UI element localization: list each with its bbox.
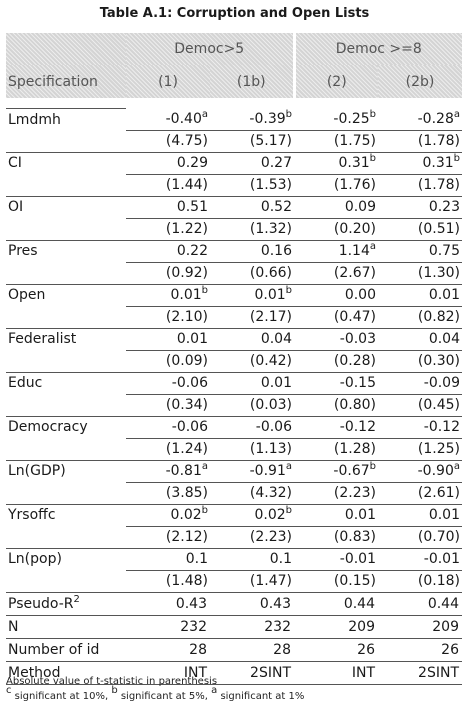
summary-row — [6, 615, 462, 638]
summary-row — [6, 592, 462, 615]
coefficient-value: 0.00 — [344, 287, 376, 303]
blank-label-cell — [6, 394, 126, 416]
column-header: (1) — [126, 65, 210, 98]
coefficient-value: 0.22 — [176, 243, 208, 259]
tstat-cell: (0.66) — [210, 262, 294, 284]
tstat-cell: (1.75) — [294, 130, 378, 152]
variable-label: Yrsoffc — [6, 504, 126, 526]
tstat-cell: (2.12) — [126, 526, 210, 548]
significance-marker: a — [453, 461, 460, 472]
coefficient-cell — [294, 152, 378, 174]
variable-label: OI — [6, 196, 126, 218]
tstat-cell: (0.82) — [378, 306, 462, 328]
coefficient-cell — [126, 284, 210, 306]
coefficient-value: -0.01 — [423, 551, 460, 567]
coefficient-cell — [126, 328, 210, 350]
tstat-row — [6, 394, 462, 416]
coefficient-row — [6, 284, 462, 306]
table-title: Table A.1: Corruption and Open Lists — [99, 6, 370, 21]
significance-marker: a — [201, 109, 208, 120]
coefficient-cell — [378, 504, 462, 526]
summary-label — [6, 592, 126, 615]
coefficient-value: 0.1 — [269, 551, 292, 567]
coefficient-value: 0.01 — [260, 375, 292, 391]
coefficient-cell — [294, 196, 378, 218]
coefficient-cell — [294, 372, 378, 394]
coefficient-cell — [210, 416, 294, 438]
coefficient-cell — [210, 152, 294, 174]
significance-marker: b — [111, 685, 118, 696]
tstat-cell: (0.70) — [378, 526, 462, 548]
coefficient-cell — [378, 109, 462, 131]
significance-text: significant at 5%, — [117, 691, 212, 702]
tstat-cell: (0.42) — [210, 350, 294, 372]
coefficient-cell — [126, 504, 210, 526]
specification-header: Specification — [6, 65, 126, 98]
coefficient-cell — [378, 372, 462, 394]
coefficient-cell — [378, 328, 462, 350]
summary-value: 28 — [126, 638, 210, 661]
coefficient-value: -0.91 — [249, 463, 286, 479]
coefficient-cell — [210, 240, 294, 262]
coefficient-value: -0.03 — [339, 331, 376, 347]
coefficient-cell — [126, 416, 210, 438]
coefficient-cell — [210, 284, 294, 306]
table-body — [6, 109, 462, 685]
coefficient-value: -0.06 — [255, 419, 292, 435]
tstat-cell: (1.30) — [378, 262, 462, 284]
significance-marker: b — [201, 285, 208, 296]
regression-table — [6, 33, 462, 685]
coefficient-cell — [210, 372, 294, 394]
note-tstat: Absolute value of t-statistic in parenthesis — [6, 676, 218, 687]
coefficient-cell — [210, 328, 294, 350]
coefficient-value: 0.51 — [176, 199, 208, 215]
coefficient-cell — [210, 504, 294, 526]
coefficient-value: -0.67 — [333, 463, 370, 479]
significance-marker: a — [369, 241, 376, 252]
column-header: (2b) — [378, 65, 462, 98]
tstat-row — [6, 570, 462, 592]
tstat-cell: (0.45) — [378, 394, 462, 416]
coefficient-cell — [378, 240, 462, 262]
blank-label-cell — [6, 218, 126, 240]
summary-value: 232 — [210, 615, 294, 638]
summary-value: INT — [126, 661, 210, 684]
coefficient-value: 0.52 — [260, 199, 292, 215]
column-header: (2) — [294, 65, 378, 98]
coefficient-row — [6, 416, 462, 438]
tstat-cell: (1.28) — [294, 438, 378, 460]
coefficient-value: -0.25 — [333, 111, 370, 127]
significance-marker: a — [201, 461, 208, 472]
tstat-cell: (4.32) — [210, 482, 294, 504]
blank-label-cell — [6, 482, 126, 504]
tstat-cell: (0.30) — [378, 350, 462, 372]
summary-label-text: Pseudo-R — [8, 595, 74, 612]
variable-label: Democracy — [6, 416, 126, 438]
coefficient-cell — [294, 109, 378, 131]
significance-marker: b — [369, 153, 376, 164]
coefficient-cell — [378, 284, 462, 306]
significance-marker: a — [285, 461, 292, 472]
significance-marker: b — [201, 505, 208, 516]
summary-value: 28 — [210, 638, 294, 661]
summary-label — [6, 615, 126, 638]
tstat-cell: (5.17) — [210, 130, 294, 152]
coefficient-value: 0.01 — [254, 287, 286, 303]
coefficient-value: 0.75 — [428, 243, 460, 259]
blank-label-cell — [6, 174, 126, 196]
header-column-row — [6, 65, 462, 98]
coefficient-cell — [378, 152, 462, 174]
coefficient-row — [6, 240, 462, 262]
summary-label — [6, 638, 126, 661]
tstat-row — [6, 174, 462, 196]
tstat-row — [6, 350, 462, 372]
blank-label-cell — [6, 438, 126, 460]
variable-label: Ln(pop) — [6, 548, 126, 570]
tstat-cell: (1.78) — [378, 174, 462, 196]
coefficient-row — [6, 328, 462, 350]
coefficient-value: 0.09 — [344, 199, 376, 215]
summary-value: 2SINT — [378, 661, 462, 684]
significance-marker: b — [369, 109, 376, 120]
coefficient-value: -0.12 — [423, 419, 460, 435]
coefficient-cell — [378, 460, 462, 482]
coefficient-value: 0.01 — [344, 507, 376, 523]
coefficient-value: -0.81 — [165, 463, 202, 479]
group-header-democ-5: Democ>5 — [126, 33, 294, 65]
coefficient-value: -0.15 — [339, 375, 376, 391]
header-blank-cell — [6, 33, 126, 65]
coefficient-value: -0.06 — [171, 419, 208, 435]
coefficient-value: -0.01 — [339, 551, 376, 567]
significance-marker: b — [285, 109, 292, 120]
tstat-row — [6, 482, 462, 504]
tstat-cell: (0.18) — [378, 570, 462, 592]
coefficient-value: 0.16 — [260, 243, 292, 259]
tstat-cell: (1.24) — [126, 438, 210, 460]
coefficient-cell — [294, 416, 378, 438]
coefficient-cell — [210, 196, 294, 218]
summary-value: 0.44 — [378, 592, 462, 615]
coefficient-cell — [378, 196, 462, 218]
tstat-cell: (2.17) — [210, 306, 294, 328]
coefficient-value: -0.90 — [417, 463, 454, 479]
tstat-cell: (4.75) — [126, 130, 210, 152]
summary-value: 209 — [378, 615, 462, 638]
variable-label: CI — [6, 152, 126, 174]
coefficient-row — [6, 152, 462, 174]
tstat-cell: (0.80) — [294, 394, 378, 416]
summary-value: 232 — [126, 615, 210, 638]
summary-row — [6, 638, 462, 661]
coefficient-value: 0.02 — [170, 507, 202, 523]
tstat-cell: (0.83) — [294, 526, 378, 548]
header-group-row — [6, 33, 462, 65]
tstat-cell: (0.92) — [126, 262, 210, 284]
coefficient-cell — [210, 460, 294, 482]
coefficient-value: 0.04 — [260, 331, 292, 347]
coefficient-value: -0.40 — [165, 111, 202, 127]
variable-label: Lmdmh — [6, 109, 126, 131]
significance-marker: b — [285, 505, 292, 516]
column-header: (1b) — [210, 65, 294, 98]
tstat-cell: (2.23) — [210, 526, 294, 548]
coefficient-value: -0.12 — [339, 419, 376, 435]
coefficient-value: 0.01 — [170, 287, 202, 303]
coefficient-value: 0.31 — [422, 155, 454, 171]
coefficient-cell — [126, 196, 210, 218]
significance-marker: a — [453, 109, 460, 120]
coefficient-cell — [126, 372, 210, 394]
coefficient-cell — [378, 416, 462, 438]
coefficient-cell — [126, 548, 210, 570]
summary-value: 26 — [294, 638, 378, 661]
tstat-cell: (1.78) — [378, 130, 462, 152]
coefficient-cell — [210, 548, 294, 570]
summary-value: 0.44 — [294, 592, 378, 615]
tstat-cell: (1.48) — [126, 570, 210, 592]
significance-marker: b — [285, 285, 292, 296]
tstat-cell: (0.51) — [378, 218, 462, 240]
coefficient-row — [6, 372, 462, 394]
variable-label: Educ — [6, 372, 126, 394]
tstat-cell: (0.20) — [294, 218, 378, 240]
coefficient-cell — [294, 240, 378, 262]
tstat-row — [6, 130, 462, 152]
tstat-cell: (1.32) — [210, 218, 294, 240]
tstat-cell: (1.76) — [294, 174, 378, 196]
coefficient-value: 0.01 — [176, 331, 208, 347]
tstat-cell: (0.09) — [126, 350, 210, 372]
coefficient-row — [6, 109, 462, 131]
summary-value: 0.43 — [210, 592, 294, 615]
table-notes — [6, 674, 466, 704]
coefficient-cell — [126, 460, 210, 482]
coefficient-cell — [378, 548, 462, 570]
tstat-cell: (0.34) — [126, 394, 210, 416]
coefficient-value: 0.01 — [428, 507, 460, 523]
coefficient-cell — [126, 109, 210, 131]
tstat-cell: (2.61) — [378, 482, 462, 504]
group-header-democ-8: Democ >=8 — [294, 33, 462, 65]
significance-marker: b — [369, 461, 376, 472]
coefficient-value: 0.02 — [254, 507, 286, 523]
coefficient-value: -0.09 — [423, 375, 460, 391]
summary-value: 0.43 — [126, 592, 210, 615]
coefficient-cell — [210, 109, 294, 131]
blank-label-cell — [6, 262, 126, 284]
tstat-cell: (0.47) — [294, 306, 378, 328]
blank-label-cell — [6, 526, 126, 548]
variable-label: Ln(GDP) — [6, 460, 126, 482]
tstat-cell: (1.25) — [378, 438, 462, 460]
summary-label-text: Number of id — [8, 641, 100, 658]
tstat-cell: (0.28) — [294, 350, 378, 372]
tstat-row — [6, 262, 462, 284]
coefficient-value: -0.28 — [417, 111, 454, 127]
tstat-cell: (2.23) — [294, 482, 378, 504]
summary-value: 209 — [294, 615, 378, 638]
tstat-cell: (1.47) — [210, 570, 294, 592]
coefficient-row — [6, 548, 462, 570]
blank-label-cell — [6, 306, 126, 328]
significance-text: significant at 10%, — [11, 691, 112, 702]
coefficient-value: 0.23 — [428, 199, 460, 215]
tstat-row — [6, 438, 462, 460]
significance-marker: a — [211, 685, 218, 696]
significance-marker: c — [6, 685, 12, 696]
coefficient-cell — [294, 328, 378, 350]
coefficient-value: 0.29 — [176, 155, 208, 171]
blank-label-cell — [6, 570, 126, 592]
tstat-cell: (1.53) — [210, 174, 294, 196]
blank-label-cell — [6, 130, 126, 152]
summary-value: 2SINT — [210, 661, 294, 684]
tstat-cell: (1.44) — [126, 174, 210, 196]
coefficient-cell — [294, 548, 378, 570]
coefficient-row — [6, 460, 462, 482]
tstat-cell: (1.13) — [210, 438, 294, 460]
significance-text: significant at 1% — [217, 691, 305, 702]
summary-value: 26 — [378, 638, 462, 661]
coefficient-value: 0.01 — [428, 287, 460, 303]
tstat-row — [6, 306, 462, 328]
summary-label-text: Method — [8, 664, 61, 681]
coefficient-value: 0.27 — [260, 155, 292, 171]
tstat-row — [6, 526, 462, 548]
coefficient-cell — [294, 504, 378, 526]
tstat-cell: (0.15) — [294, 570, 378, 592]
tstat-cell: (2.67) — [294, 262, 378, 284]
note-significance — [6, 685, 466, 704]
coefficient-value: 0.1 — [185, 551, 208, 567]
coefficient-row — [6, 196, 462, 218]
coefficient-value: 0.04 — [428, 331, 460, 347]
coefficient-row — [6, 504, 462, 526]
significance-marker: b — [453, 153, 460, 164]
coefficient-cell — [126, 240, 210, 262]
tstat-row — [6, 218, 462, 240]
tstat-cell: (0.03) — [210, 394, 294, 416]
coefficient-value: 0.31 — [338, 155, 370, 171]
tstat-cell: (2.10) — [126, 306, 210, 328]
summary-label-superscript: 2 — [73, 593, 80, 605]
tstat-cell: (1.22) — [126, 218, 210, 240]
blank-label-cell — [6, 350, 126, 372]
variable-label: Pres — [6, 240, 126, 262]
coefficient-value: -0.39 — [249, 111, 286, 127]
variable-label: Federalist — [6, 328, 126, 350]
summary-label-text: N — [8, 618, 19, 635]
coefficient-cell — [294, 284, 378, 306]
variable-label: Open — [6, 284, 126, 306]
tstat-cell: (3.85) — [126, 482, 210, 504]
summary-value: INT — [294, 661, 378, 684]
coefficient-value: 1.14 — [338, 243, 370, 259]
coefficient-value: -0.06 — [171, 375, 208, 391]
coefficient-cell — [126, 152, 210, 174]
coefficient-cell — [294, 460, 378, 482]
